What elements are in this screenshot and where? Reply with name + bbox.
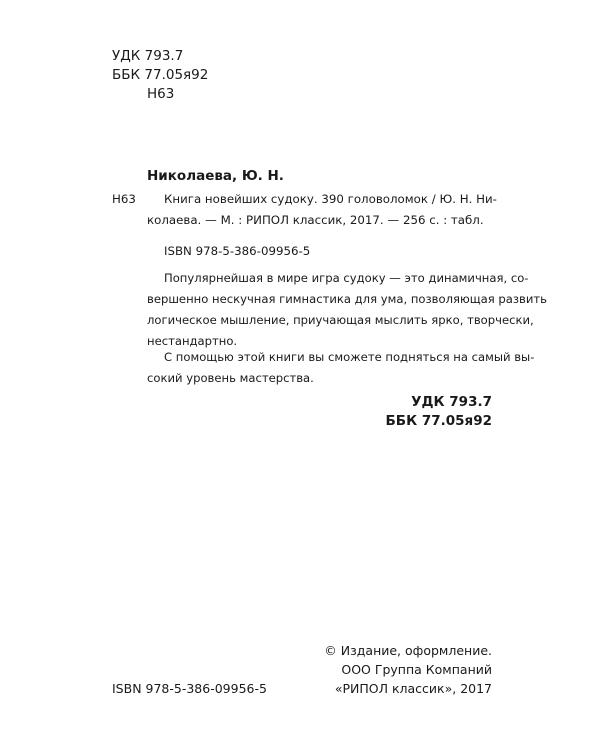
annotation-p1-line1: Популярнейшая в мире игра судоку — это динамичная, со- bbox=[164, 271, 529, 285]
bbk-code-top: ББК 77.05я92 bbox=[112, 67, 209, 83]
annotation-p1-line2: вершенно нескучная гимнастика для ума, позволяющая развить bbox=[147, 292, 548, 306]
description-line-1: Книга новейших судоку. 390 головоломок / Ю. Н. Ни- bbox=[164, 192, 497, 206]
author-mark: Н63 bbox=[112, 192, 136, 206]
isbn-footer: ISBN 978-5-386-09956-5 bbox=[112, 681, 267, 696]
description-line-2: колаева. — М. : РИПОЛ классик, 2017. — 256 с. : табл. bbox=[147, 213, 484, 227]
bbk-code-bold: ББК 77.05я92 bbox=[385, 413, 492, 429]
copyright-line-2: ООО Группа Компаний bbox=[341, 662, 492, 677]
annotation-p2-line2: сокий уровень мастерства. bbox=[147, 371, 314, 385]
udk-code-top: УДК 793.7 bbox=[112, 48, 184, 64]
udk-code-bold: УДК 793.7 bbox=[411, 394, 492, 410]
annotation-p1-line3: логическое мышление, приучающая мыслить ярко, творчески, bbox=[147, 313, 534, 327]
copyright-line-3: «РИПОЛ классик», 2017 bbox=[334, 681, 492, 696]
author-name: Николаева, Ю. Н. bbox=[147, 168, 284, 184]
isbn-record: ISBN 978-5-386-09956-5 bbox=[164, 244, 311, 258]
annotation-p1-line4: нестандартно. bbox=[147, 334, 238, 348]
annotation-p2-line1: С помощью этой книги вы сможете подняться на самый вы- bbox=[164, 350, 535, 364]
copyright-line-1: © Издание, оформление. bbox=[324, 643, 492, 658]
author-mark-top: Н63 bbox=[147, 86, 175, 102]
